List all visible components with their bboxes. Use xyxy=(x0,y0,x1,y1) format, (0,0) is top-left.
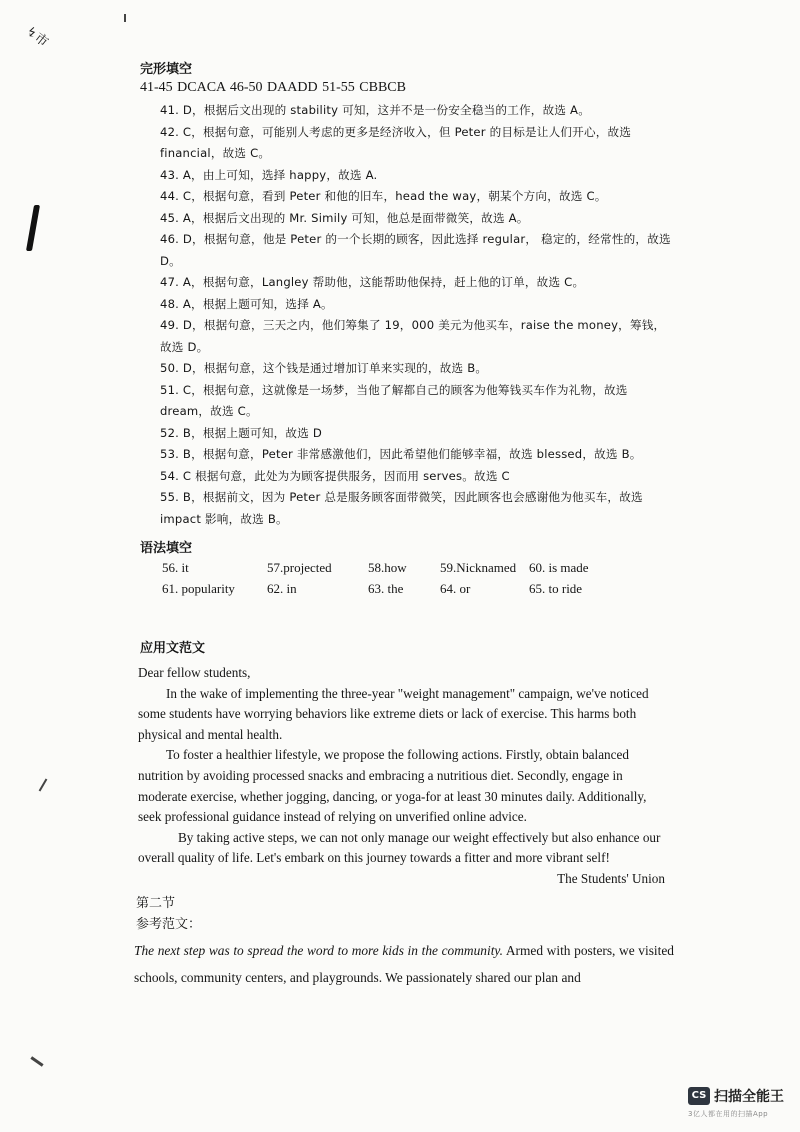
cloze-item-47: 47. A，根据句意，Langley 帮助他，这能帮助他保持，赶上他的订单，故选 C。 xyxy=(160,275,585,289)
continuation-text: Armed with posters, we visited schools, community centers, and playgrounds. We passionately shared our plan and xyxy=(134,943,674,985)
grammar-row xyxy=(140,581,680,602)
letter-signature: The Students' Union xyxy=(557,870,665,886)
letter-paragraph: In the wake of implementing the three-year "weight management" campaign, we've noticed some students have worrying behaviors like extreme diets or lack of exercise. This harms both physical and mental health. xyxy=(138,685,649,742)
cloze-item-42: 42. C，根据句意，可能别人考虑的更多是经济收入，但 Peter 的目标是让人们开心，故选 financial，故选 C。 xyxy=(160,124,632,160)
cloze-heading: 完形填空 xyxy=(140,62,193,77)
grammar-answer-59: 59.Nicknamed xyxy=(440,560,517,575)
cloze-item-41: 41. D，根据后文出现的 stability 可知，这并不是一份安全稳当的工作，故选 A。 xyxy=(160,103,590,117)
cloze-item-55: 55. B，根据前文，因为 Peter 总是服务顾客面带微笑，因此顾客也会感谢他为他买车，故选 impact 影响，故选 B。 xyxy=(160,490,643,526)
scan-speck xyxy=(39,778,48,791)
cloze-item-51: 51. C，根据句意，这就像是一场梦，当他了解都自己的顾客为他筹钱买车作为礼物，故选 dream，故选 C。 xyxy=(160,382,628,418)
grammar-heading: 语法填空 xyxy=(140,541,193,556)
cloze-item-44: 44. C，根据句意，看到 Peter 和他的旧车，head the way，朝某个方向，故选 C。 xyxy=(160,189,607,203)
cloze-answer-keys: 41-45 DCACA 46-50 DAADD 51-55 CBBCB xyxy=(140,80,406,95)
sample-letter xyxy=(138,663,673,890)
grammar-answer-57: 57.projected xyxy=(267,560,332,575)
cloze-item-54: 54. C 根据句意，此处为为顾客提供服务，因而用 serves。故选 C xyxy=(160,468,510,483)
section-two-subheading: 参考范文： xyxy=(136,917,202,932)
grammar-answer-65: 65. to ride xyxy=(529,581,583,596)
letter-paragraph: By taking active steps, we can not only manage our weight effectively but also enhance our overall quality of life. Let's embark on this journey towards a fitter and more vibrant self! xyxy=(138,829,661,866)
cloze-item-49: 49. D，根据句意，三天之内，他们筹集了 19，000 美元为他买车，raise the money，筹钱，故选 D。 xyxy=(160,318,666,354)
grammar-answer-61: 61. popularity xyxy=(162,581,235,596)
letter-salutation: Dear fellow students, xyxy=(138,665,251,680)
cloze-item-43: 43. A，由上可知，选择 happy，故选 A. xyxy=(160,167,378,182)
scanner-watermark xyxy=(688,1084,800,1124)
grammar-answers xyxy=(140,560,680,602)
watermark-app-name: 扫描全能王 xyxy=(714,1089,784,1105)
scan-artifact-bar xyxy=(26,205,40,251)
watermark-tagline: 3亿人都在用的扫描App xyxy=(688,1110,769,1118)
handwritten-corner-mark: ↯市 xyxy=(22,23,51,51)
grammar-row xyxy=(140,560,680,581)
letter-paragraph: To foster a healthier lifestyle, we propose the following actions. Firstly, obtain balanced nutrition by avoiding processed snacks and embracing a nutritious diet. Secondly, engage in moderate exercise, whether jogging, dancing, or yoga-for at least 30 minutes daily. Additionally, seek professional guidance instead of relying on unverified online advice. xyxy=(138,747,647,825)
camscanner-logo-icon: CS xyxy=(688,1087,710,1105)
continuation-lead-sentence: The next step was to spread the word to more kids in the community. xyxy=(134,943,503,958)
cloze-item-50: 50. D，根据句意，这个钱是通过增加订单来实现的，故选 B。 xyxy=(160,361,488,375)
scan-speck xyxy=(124,14,126,22)
cloze-item-48: 48. A，根据上题可知，选择 A。 xyxy=(160,296,333,311)
scan-speck xyxy=(30,1056,43,1066)
cloze-item-53: 53. B，根据句意，Peter 非常感激他们，因此希望他们能够幸福，故选 blessed，故选 B。 xyxy=(160,447,642,461)
grammar-answer-58: 58.how xyxy=(368,560,407,575)
cloze-item-46: 46. D，根据句意，他是 Peter 的一个长期的顾客，因此选择 regular， 稳定的，经常性的，故选 D。 xyxy=(160,232,671,268)
cloze-item-45: 45. A，根据后文出现的 Mr. Simily 可知，他总是面带微笑，故选 A。 xyxy=(160,210,529,225)
writing-heading: 应用文范文 xyxy=(140,641,206,656)
cloze-explanations xyxy=(140,100,675,530)
grammar-answer-60: 60. is made xyxy=(529,560,589,575)
cloze-item-52: 52. B，根据上题可知，故选 D xyxy=(160,425,323,440)
grammar-answer-56: 56. it xyxy=(162,560,189,575)
section-two-heading: 第二节 xyxy=(136,896,176,911)
continuation-sample xyxy=(134,937,674,991)
grammar-answer-62: 62. in xyxy=(267,581,297,596)
grammar-answer-63: 63. the xyxy=(368,581,404,596)
grammar-answer-64: 64. or xyxy=(440,581,471,596)
section-two-header xyxy=(136,893,201,935)
